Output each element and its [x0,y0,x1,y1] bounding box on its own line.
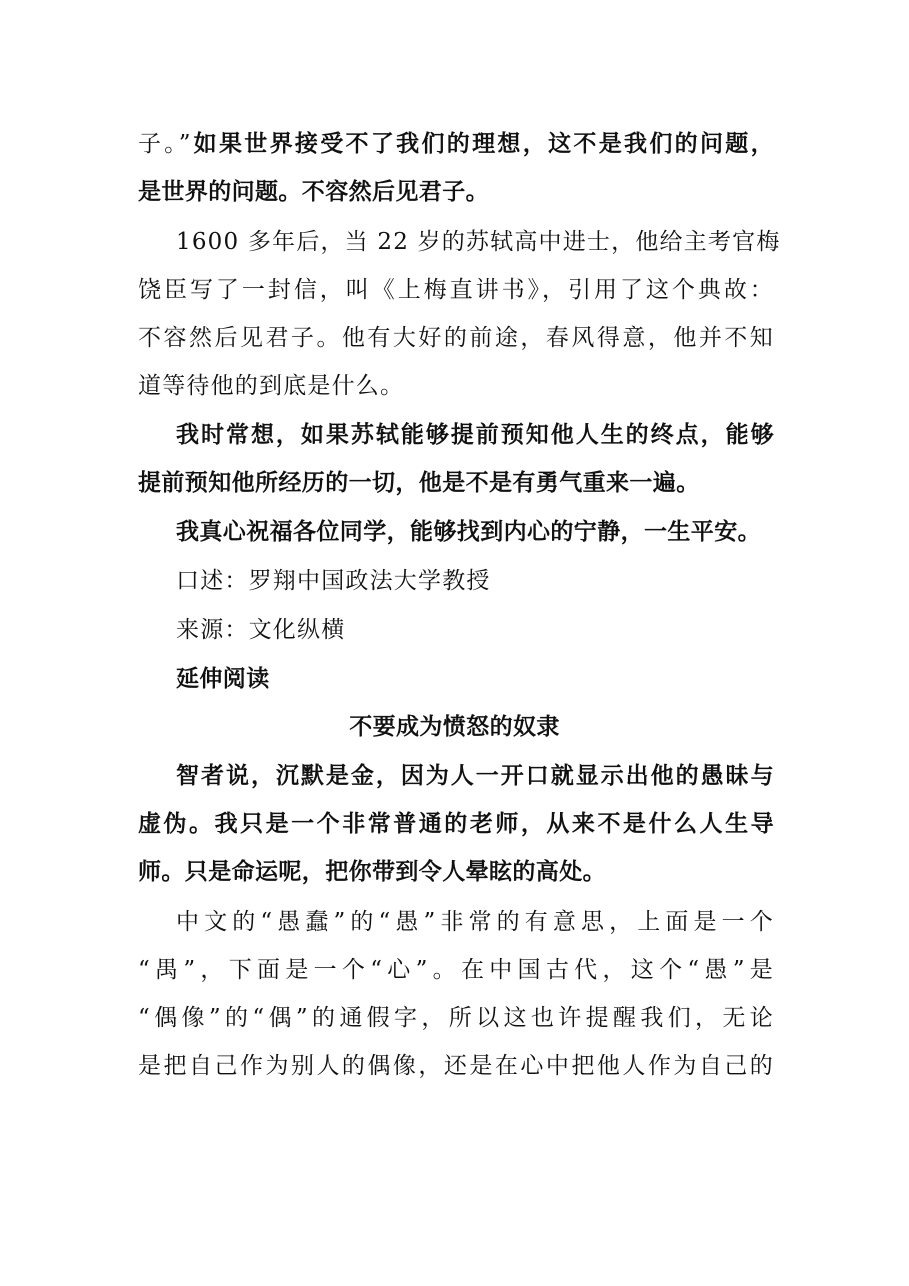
paragraph-3-line-1: 我时常想，如果苏轼能够提前预知他人生的终点，能够 [176,422,774,448]
paragraph-3-line-2: 提前预知他所经历的一切，他是不是有勇气重来一遍。 [138,470,700,496]
extended-reading-heading: 延伸阅读 [176,666,270,692]
bold-statement-text: 如果世界接受不了我们的理想，这不是我们的问题， [191,131,775,157]
narrator-line: 口述：罗翔中国政法大学教授 [176,568,491,594]
paragraph-5-line-3: 师。只是命运呢，把你带到令人晕眩的高处。 [138,859,606,885]
paragraph-2-line-3: 不容然后见君子。他有大好的前途，春风得意，他并不知 [138,325,774,351]
paragraph-1-line-1 [138,129,774,159]
source-line: 来源：文化纵横 [176,617,346,643]
paragraph-6-line-1: 中文的“愚蠢”的“愚”非常的有意思，上面是一个 [176,909,774,935]
paragraph-6-line-4: 是把自己作为别人的偶像，还是在心中把他人作为自己的 [138,1053,774,1079]
paragraph-2-line-1: 1600 多年后，当 22 岁的苏轼高中进士，他给主考官梅 [176,229,781,255]
paragraph-4: 我真心祝福各位同学，能够找到内心的宁静，一生平安。 [176,519,761,545]
paragraph-6-line-3: “偶像”的“偶”的通假字，所以这也许提醒我们，无论 [138,1005,774,1031]
paragraph-2-line-2: 饶臣写了一封信，叫《上梅直讲书》，引用了这个典故： [138,277,774,303]
paragraph-6-line-2: “禺”，下面是一个“心”。在中国古代，这个“愚”是 [138,957,774,983]
paragraph-5-line-1: 智者说，沉默是金，因为人一开口就显示出他的愚昧与 [176,763,774,789]
article-title: 不要成为愤怒的奴隶 [349,714,560,740]
quote-end-text: 子。” [138,131,192,157]
paragraph-1-line-2: 是世界的问题。不容然后见君子。 [138,179,489,205]
paragraph-2-line-4: 道等待他的到底是什么。 [138,373,405,399]
paragraph-5-line-2: 虚伪。我只是一个非常普通的老师，从来不是什么人生导 [138,811,774,837]
